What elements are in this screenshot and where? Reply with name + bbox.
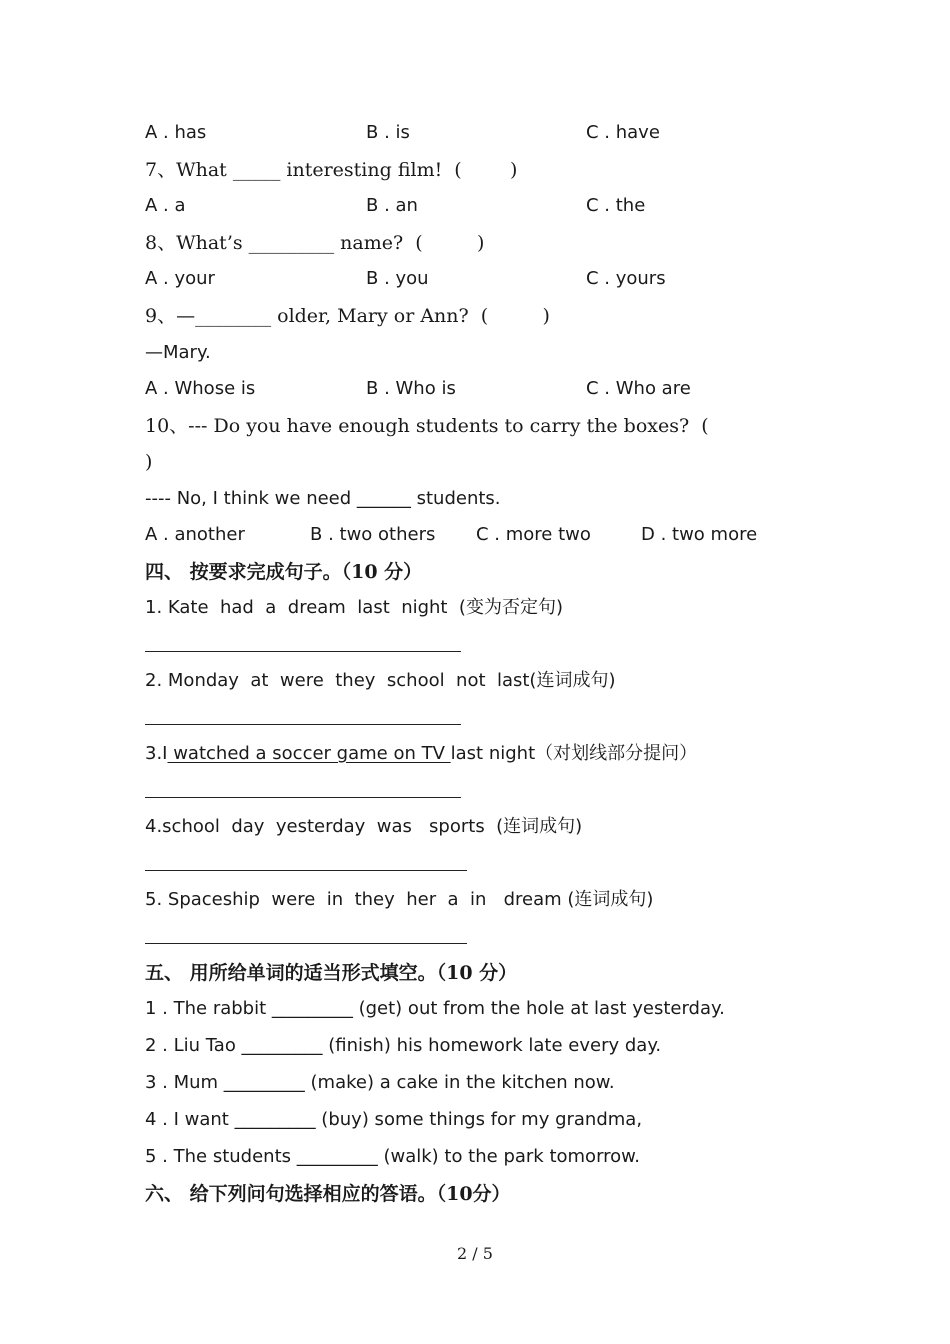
s5-item-4: 4 . I want _________ (buy) some things for my grandma, <box>145 1109 643 1130</box>
page-number: 2 / 5 <box>457 1244 493 1263</box>
section5-heading: 五、 用所给单词的适当形式填空。（10 分） <box>145 962 518 984</box>
q6-option-b: B . is <box>366 122 410 143</box>
q6-option-c: C . have <box>586 122 660 143</box>
s4-item-3-underlined: watched a soccer game on TV <box>167 743 451 764</box>
q10-text: 10、--- Do you have enough students to carry the boxes? ( <box>145 415 709 437</box>
s4-item-3-prefix: 3.I <box>145 743 168 764</box>
s4-item-4: 4.school day yesterday was sports (连词成句) <box>145 816 583 837</box>
s5-item-2: 2 . Liu Tao _________ (finish) his homework late every day. <box>145 1035 662 1056</box>
section6-heading: 六、 给下列问句选择相应的答语。（10分） <box>145 1183 511 1205</box>
q9-answer: —Mary. <box>145 342 211 363</box>
q10-option-d: D . two more <box>641 524 758 545</box>
q7-option-a: A . a <box>145 195 186 216</box>
section4-heading: 四、 按要求完成句子。（10 分） <box>145 561 423 583</box>
s5-item-3: 3 . Mum _________ (make) a cake in the kitchen now. <box>145 1072 615 1093</box>
q8-text: 8、What’s _________ name? ( ) <box>145 232 485 254</box>
s4-answer-line-4 <box>145 870 467 871</box>
q10-option-b: B . two others <box>310 524 436 545</box>
s5-item-5: 5 . The students _________ (walk) to the park tomorrow. <box>145 1146 640 1167</box>
s5-item-1: 1 . The rabbit _________ (get) out from the hole at last yesterday. <box>145 998 725 1019</box>
q8-option-b: B . you <box>366 268 429 289</box>
s4-answer-line-1 <box>145 651 461 652</box>
q9-option-a: A . Whose is <box>145 378 256 399</box>
s4-answer-line-5 <box>145 943 467 944</box>
s4-item-1: 1. Kate had a dream last night (变为否定句) <box>145 597 563 618</box>
q10-option-a: A . another <box>145 524 245 545</box>
q10-reply: ---- No, I think we need ______ students. <box>145 488 501 509</box>
s4-answer-line-3 <box>145 797 461 798</box>
s4-item-3 <box>145 742 697 766</box>
q10-paren-close: ) <box>145 451 153 473</box>
q7-text: 7、What _____ interesting film! ( ) <box>145 159 518 181</box>
q7-option-c: C . the <box>586 195 646 216</box>
q9-text: 9、—________ older, Mary or Ann? ( ) <box>145 305 550 327</box>
s4-item-2: 2. Monday at were they school not last(连词成句) <box>145 670 616 691</box>
q8-option-a: A . your <box>145 268 215 289</box>
q9-option-b: B . Who is <box>366 378 456 399</box>
q8-option-c: C . yours <box>586 268 666 289</box>
s4-item-5: 5. Spaceship were in they her a in dream (连词成句) <box>145 889 654 910</box>
q10-option-c: C . more two <box>476 524 591 545</box>
q7-option-b: B . an <box>366 195 418 216</box>
q6-option-a: A . has <box>145 122 207 143</box>
q9-option-c: C . Who are <box>586 378 691 399</box>
s4-answer-line-2 <box>145 724 461 725</box>
s4-item-3-suffix: last night（对划线部分提问） <box>450 743 698 764</box>
